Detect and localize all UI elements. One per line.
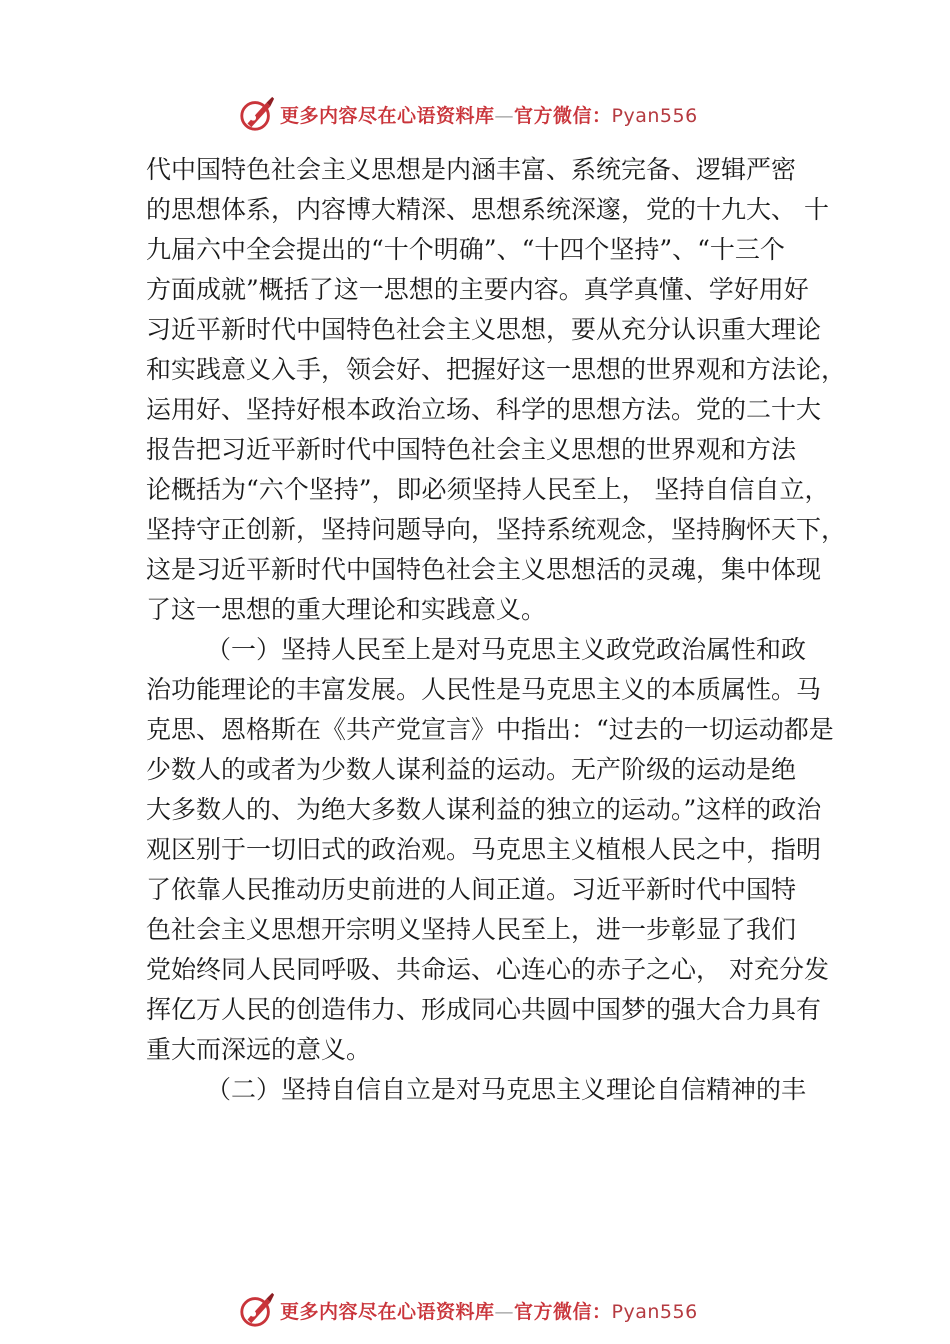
text-line: 坚持守正创新，坚持问题导向，坚持系统观念，坚持胸怀天下， [146,515,847,544]
footer-watermark [238,1290,758,1330]
text-line: 论概括为“六个坚持”，即必须坚持人民至上， 坚持自信自立， [146,475,830,504]
watermark-dash: — [494,1300,515,1323]
watermark-wechat-id: Pyan556 [611,1300,698,1323]
text-line: 观区别于一切旧式的政治观。马克思主义植根人民之中，指明 [146,835,822,864]
pen-logo-icon [238,95,276,133]
text-line: 和实践意义入手，领会好、把握好这一思想的世界观和方法论， [146,355,847,384]
text-line: 运用好、坚持好根本政治立场、科学的思想方法。党的二十大 [146,395,822,424]
text-line: 色社会主义思想开宗明义坚持人民至上，进一步彰显了我们 [146,915,797,944]
text-line: 九届六中全会提出的“十个明确”、“十四个坚持”、“十三个 [146,235,785,264]
text-line: 习近平新时代中国特色社会主义思想，要从充分认识重大理论 [146,315,822,344]
watermark-text [280,1297,698,1324]
watermark-wechat-id: Pyan556 [611,104,698,127]
text-line: 了依靠人民推动历史前进的人间正道。习近平新时代中国特 [146,875,797,904]
watermark-dash: — [494,104,515,127]
watermark-brand: 更多内容尽在心语资料库 [280,104,495,127]
text-line: 了这一思想的重大理论和实践意义。 [146,595,547,624]
section-heading-2: （二）坚持自信自立是对马克思主义理论自信精神的丰 [206,1075,807,1104]
section-heading-1: （一）坚持人民至上是对马克思主义政党政治属性和政 [206,635,807,664]
watermark-text [280,101,698,128]
text-line: 大多数人的、为绝大多数人谋利益的独立的运动。”这样的政治 [146,795,822,824]
header-watermark [238,94,758,134]
text-line: 的思想体系，内容博大精深、思想系统深邃，党的十九大、 十 [146,195,829,224]
text-line: 这是习近平新时代中国特色社会主义思想活的灵魂，集中体现 [146,555,822,584]
watermark-label: 官方微信： [514,1300,612,1323]
text-line: 方面成就”概括了这一思想的主要内容。真学真懂、学好用好 [146,275,809,304]
text-line: 报告把习近平新时代中国特色社会主义思想的世界观和方法 [146,435,797,464]
text-line: 代中国特色社会主义思想是内涵丰富、系统完备、逻辑严密 [146,155,797,184]
text-line: 克思、恩格斯在《共产党宣言》中指出：“过去的一切运动都是 [146,715,834,744]
text-line: 党始终同人民同呼吸、共命运、心连心的赤子之心， 对充分发 [146,955,829,984]
watermark-label: 官方微信： [514,104,612,127]
pen-logo-icon [238,1291,276,1329]
text-line: 治功能理论的丰富发展。人民性是马克思主义的本质属性。马 [146,675,822,704]
text-line: 重大而深远的意义。 [146,1035,372,1064]
document-body [146,150,847,1110]
text-line: 挥亿万人民的创造伟力、形成同心共圆中国梦的强大合力具有 [146,995,822,1024]
text-line: 少数人的或者为少数人谋利益的运动。无产阶级的运动是绝 [146,755,797,784]
watermark-brand: 更多内容尽在心语资料库 [280,1300,495,1323]
